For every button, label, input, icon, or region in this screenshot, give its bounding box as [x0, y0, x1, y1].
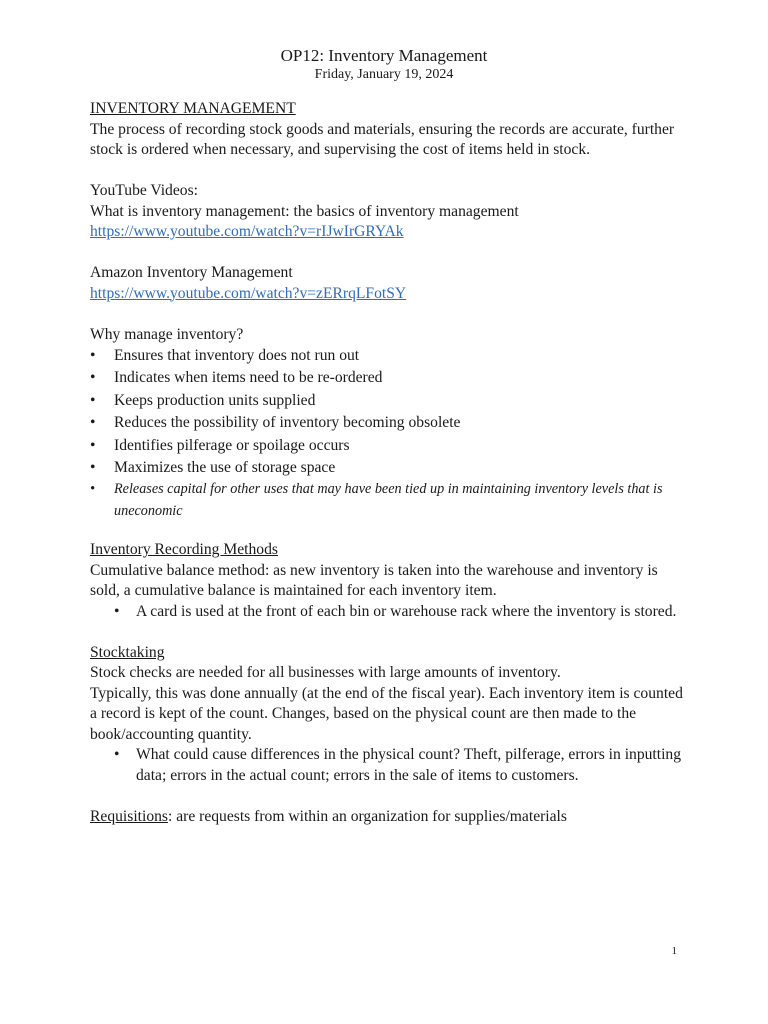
- list-item: • Releases capital for other uses that may have been tied up in maintaining inventory levels that is uneconomic: [90, 479, 690, 522]
- document-title: OP12: Inventory Management: [280, 46, 488, 65]
- list-item: • A card is used at the front of each bin or warehouse rack where the inventory is stored.: [90, 602, 690, 623]
- video2-link[interactable]: https://www.youtube.com/watch?v=zERrqLFotSY: [90, 284, 407, 302]
- document-date: Friday, January 19, 2024: [314, 67, 454, 82]
- video2-title: Amazon Inventory Management: [90, 264, 293, 281]
- stocktaking-list: [90, 745, 690, 786]
- section-heading-recording-methods: Inventory Recording Methods: [90, 541, 278, 559]
- requisitions-definition: : are requests from within an organization for supplies/materials: [167, 807, 567, 825]
- inventory-management-definition: The process of recording stock goods and materials, ensuring the records are accurate, further stock is ordered when necessary, and supervising the cost of items held in stock.: [90, 120, 675, 158]
- recording-methods-text: Cumulative balance method: as new inventory is taken into the warehouse and inventory is sold, a cumulative balance is maintained for each inventory item.: [90, 561, 658, 600]
- requisitions-term: Requisitions: [90, 807, 168, 825]
- video1-title: What is inventory management: the basics of inventory management: [90, 202, 519, 220]
- document-body: [90, 99, 690, 827]
- list-item: • What could cause differences in the physical count? Theft, pilferage, errors in inputting data; errors in the actual count; errors in the sale of items to customers.: [90, 745, 690, 786]
- list-item: • Indicates when items need to be re-ordered: [90, 367, 690, 389]
- list-item: • Reduces the possibility of inventory becoming obsolete: [90, 412, 690, 434]
- stocktaking-text-1: Stock checks are needed for all businesses with large amounts of inventory.: [90, 664, 561, 682]
- section-heading-inventory-management: INVENTORY MANAGEMENT: [90, 100, 296, 117]
- requisitions-line: [90, 807, 690, 828]
- stocktaking-text-2: Typically, this was done annually (at the end of the fiscal year). Each inventory item is counted a record is kept of the count. Changes, based on the physical count are then made to the book/accounting quantity.: [90, 684, 683, 743]
- video1-link[interactable]: https://www.youtube.com/watch?v=rIJwIrGRYAk: [90, 223, 404, 240]
- list-item: • Identifies pilferage or spoilage occurs: [90, 435, 690, 457]
- why-manage-heading: Why manage inventory?: [90, 325, 244, 343]
- why-manage-list: [90, 345, 690, 522]
- list-item: • Maximizes the use of storage space: [90, 457, 690, 479]
- page-number: 1: [671, 945, 677, 957]
- list-item: • Keeps production units supplied: [90, 390, 690, 412]
- section-heading-stocktaking: Stocktaking: [90, 643, 165, 661]
- videos-heading: YouTube Videos:: [90, 182, 198, 199]
- recording-methods-list: [90, 602, 690, 623]
- list-item: • Ensures that inventory does not run out: [90, 345, 690, 367]
